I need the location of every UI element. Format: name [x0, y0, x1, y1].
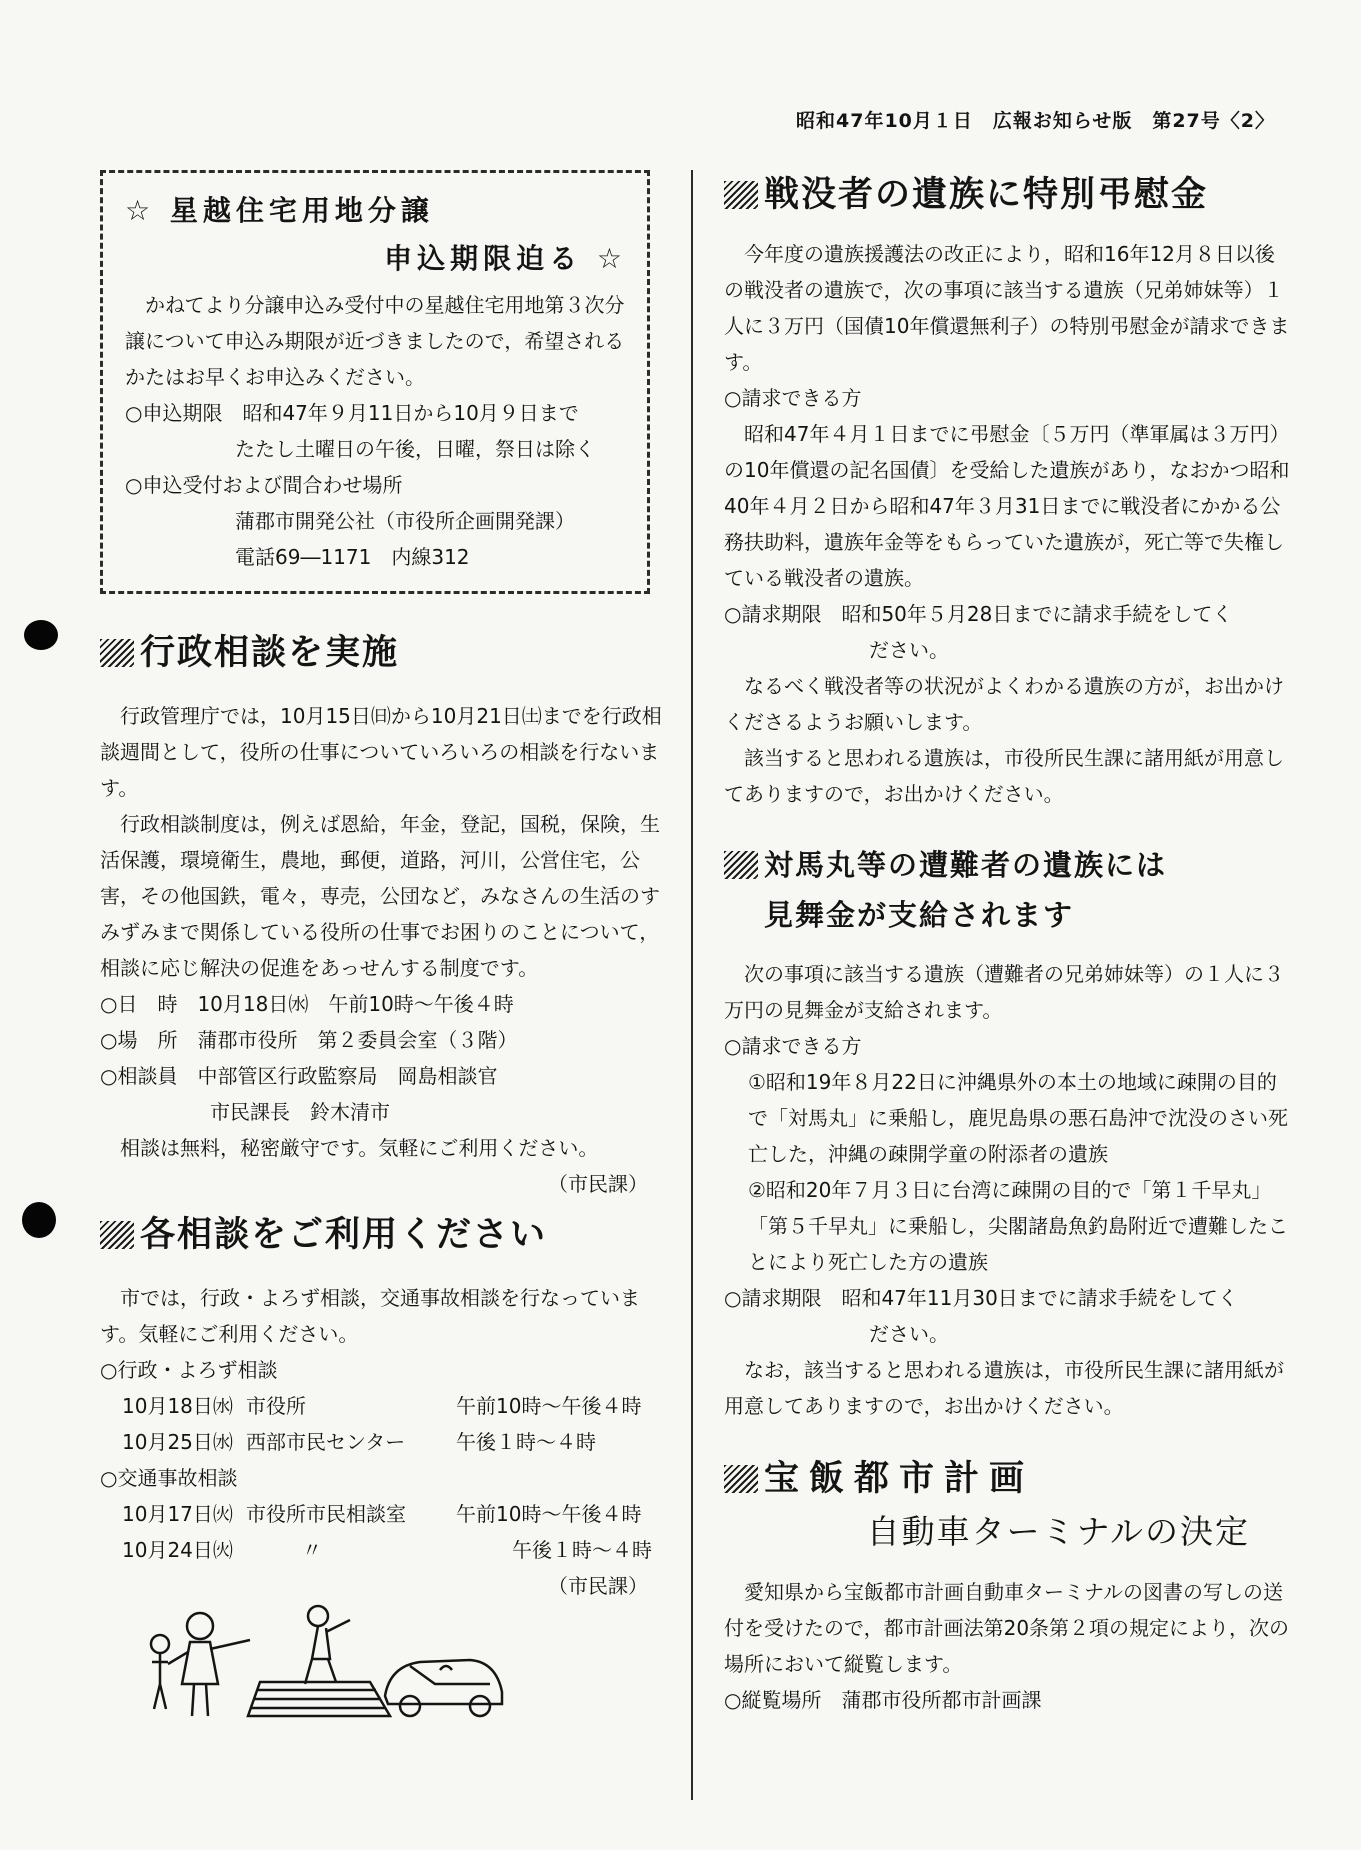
list-item: ②昭和20年７月３日に台湾に疎開の目的で「第１千早丸」「第５千早丸」に乗船し，尖閣諸島魚釣島附近で遭難したことにより死亡した方の遺族 — [748, 1178, 1288, 1274]
paragraph: 該当すると思われる遺族は，市役所民生課に諸用紙が用意してありますので，お出かけください。 — [724, 746, 1284, 806]
signature: （市民課） — [548, 1574, 648, 1598]
cell-place: 市役所 — [246, 1394, 306, 1418]
deadline-line: ○請求期限 昭和47年11月30日までに請求手続をしてく — [724, 1286, 1238, 1310]
section-title-soudan — [100, 1210, 670, 1260]
table-row — [100, 1388, 670, 1424]
hatch-icon — [724, 181, 758, 209]
section-title-text: 対馬丸等の遭難者の遺族には — [764, 848, 1168, 882]
hatch-icon — [100, 639, 134, 667]
ink-blot-bottom — [22, 1202, 56, 1238]
right-column — [724, 170, 1290, 1718]
cell-date: 10月25日㈬ — [122, 1430, 233, 1454]
table-row — [100, 1532, 670, 1568]
schedule-table-1 — [100, 1388, 670, 1460]
cell-place: 市役所市民相談室 — [246, 1502, 406, 1526]
paragraph: 愛知県から宝飯都市計画自動車ターミナルの図書の写しの送付を受けたので，都市計画法第20条第２項の規定により，次の場所において縦覧します。 — [724, 1580, 1290, 1676]
section-title-gyosei — [100, 628, 670, 678]
hatch-icon — [724, 851, 758, 879]
info-line-place: ○縦覧場所 蒲郡市役所都市計画課 — [724, 1688, 1042, 1712]
notice-title-line1: ☆ 星越住宅用地分譲 — [125, 194, 434, 227]
section-title-tsushimamaru — [724, 840, 1290, 890]
table-row — [100, 1496, 670, 1532]
section-title-toshikeikaku — [724, 1454, 1290, 1504]
deadline-line: ○請求期限 昭和50年５月28日までに請求手続をしてく — [724, 602, 1233, 626]
cell-place: 〃 — [302, 1538, 322, 1562]
paragraph: 行政管理庁では，10月15日㈰から10月21日㈯までを行政相談週間として，役所の仕事についていろいろの相談を行ないます。 — [100, 704, 662, 800]
paragraph: 次の事項に該当する遺族（遭難者の兄弟姉妹等）の１人に３万円の見舞金が支給されます。 — [724, 962, 1284, 1022]
sub-heading: ○行政・よろず相談 — [100, 1358, 278, 1382]
cell-time: 午前10時～午後４時 — [456, 1502, 642, 1526]
deadline-line-cont: ださい。 — [869, 1322, 949, 1346]
section-subtitle: 自動車ターミナルの決定 — [866, 1512, 1250, 1551]
cell-time: 午後１時～４時 — [456, 1430, 596, 1454]
section-title-chouikin — [724, 170, 1290, 220]
paragraph: 今年度の遺族援護法の改正により，昭和16年12月８日以後の戦没者の遺族で，次の事項に該当する遺族（兄弟姉妹等）１人に３万円（国債10年償還無利子）の特別弔慰金が請求できます。 — [724, 242, 1290, 374]
sub-heading: ○請求できる方 — [724, 1034, 862, 1058]
info-line-date: ○日 時 10月18日㈬ 午前10時～午後４時 — [100, 992, 514, 1016]
info-line-place: ○場 所 蒲郡市役所 第２委員会室（３階） — [100, 1028, 518, 1052]
sub-heading: ○交通事故相談 — [100, 1466, 238, 1490]
paragraph: 昭和47年４月１日までに弔慰金〔５万円（準軍属は３万円）の10年償還の記名国債〕を受給した遺族があり，なおかつ昭和40年４月２日から昭和47年３月31日までに戦没者にかかる公務扶助料，遺族年金等をもらっていた遺族が，死亡等で失権している戦没者の遺族。 — [724, 422, 1290, 590]
table-row — [100, 1424, 670, 1460]
cell-time: 午後１時～４時 — [512, 1538, 652, 1562]
signature: （市民課） — [548, 1172, 648, 1196]
section-title-text: 宝飯都市計画 — [764, 1459, 1035, 1499]
cell-time: 午前10時～午後４時 — [456, 1394, 642, 1418]
ink-blot-top — [24, 620, 58, 650]
notice-deadline: ○申込期限 昭和47年９月11日から10月９日まで — [125, 401, 579, 425]
notice-body: かねてより分譲申込み受付中の星越住宅用地第３次分譲について申込み期限が近づきましたので，希望されるかたはお早くお申込みください。 — [125, 293, 625, 389]
section-title-line2: 見舞金が支給されます — [764, 898, 1075, 932]
left-column — [100, 170, 670, 1724]
page-header: 昭和47年10月１日 広報お知らせ版 第27号〈2〉 — [796, 110, 1275, 132]
cell-date: 10月17日㈫ — [122, 1502, 233, 1526]
notice-contact-heading: ○申込受付および間合わせ場所 — [125, 473, 403, 497]
cell-date: 10月18日㈬ — [122, 1394, 233, 1418]
notice-contact-org: 蒲郡市開発公社（市役所企画開発課） — [235, 509, 575, 533]
info-line-staff: ○相談員 中部管区行政監察局 岡島相談官 — [100, 1064, 498, 1088]
paragraph: なお，該当すると思われる遺族は，市役所民生課に諸用紙が用意してありますので，お出かけください。 — [724, 1358, 1284, 1418]
paragraph: なるべく戦没者等の状況がよくわかる遺族の方が，お出かけくださるようお願いします。 — [724, 674, 1284, 734]
notice-exception: たたし土曜日の午後，日曜，祭日は除く — [235, 437, 595, 461]
section-title-text: 戦没者の遺族に特別弔慰金 — [764, 175, 1209, 215]
notice-box — [100, 170, 650, 594]
deadline-line-cont: ださい。 — [869, 638, 949, 662]
paragraph: 市では，行政・よろず相談，交通事故相談を行なっています。気軽にご利用ください。 — [100, 1286, 640, 1346]
schedule-table-2 — [100, 1496, 670, 1568]
column-divider — [691, 170, 693, 1800]
section-title-text: 各相談をご利用ください — [140, 1215, 548, 1255]
info-line-staff2: 市民課長 鈴木清市 — [210, 1100, 390, 1124]
list-item: ①昭和19年８月22日に沖縄県外の本土の地域に疎開の目的で「対馬丸」に乗船し，鹿児島県の悪石島沖で沈没のさい死亡した，沖縄の疎開学童の附添者の遺族 — [748, 1070, 1288, 1166]
notice-title-line2: 申込期限迫る ☆ — [384, 242, 627, 275]
hatch-icon — [724, 1465, 758, 1493]
cell-place: 西部市民センター — [246, 1430, 406, 1454]
section-title-text: 行政相談を実施 — [140, 633, 400, 673]
crosswalk-illustration — [140, 1604, 580, 1724]
paragraph: 行政相談制度は，例えば恩給，年金，登記，国税，保険，生活保護，環境衛生，農地，郵便，道路，河川，公営住宅，公害，その他国鉄，電々，専売，公団など，みなさんの生活のすみずみまで関係している役所の仕事でお困りのことについて，相談に応じ解決の促進をあっせんする制度です。 — [100, 812, 660, 980]
hatch-icon — [100, 1221, 134, 1249]
notice-contact-phone: 電話69―1171 内線312 — [235, 545, 470, 569]
sub-heading: ○請求できる方 — [724, 386, 862, 410]
paragraph: 相談は無料，秘密厳守です。気軽にご利用ください。 — [120, 1136, 599, 1160]
cell-date: 10月24日㈫ — [122, 1538, 233, 1562]
